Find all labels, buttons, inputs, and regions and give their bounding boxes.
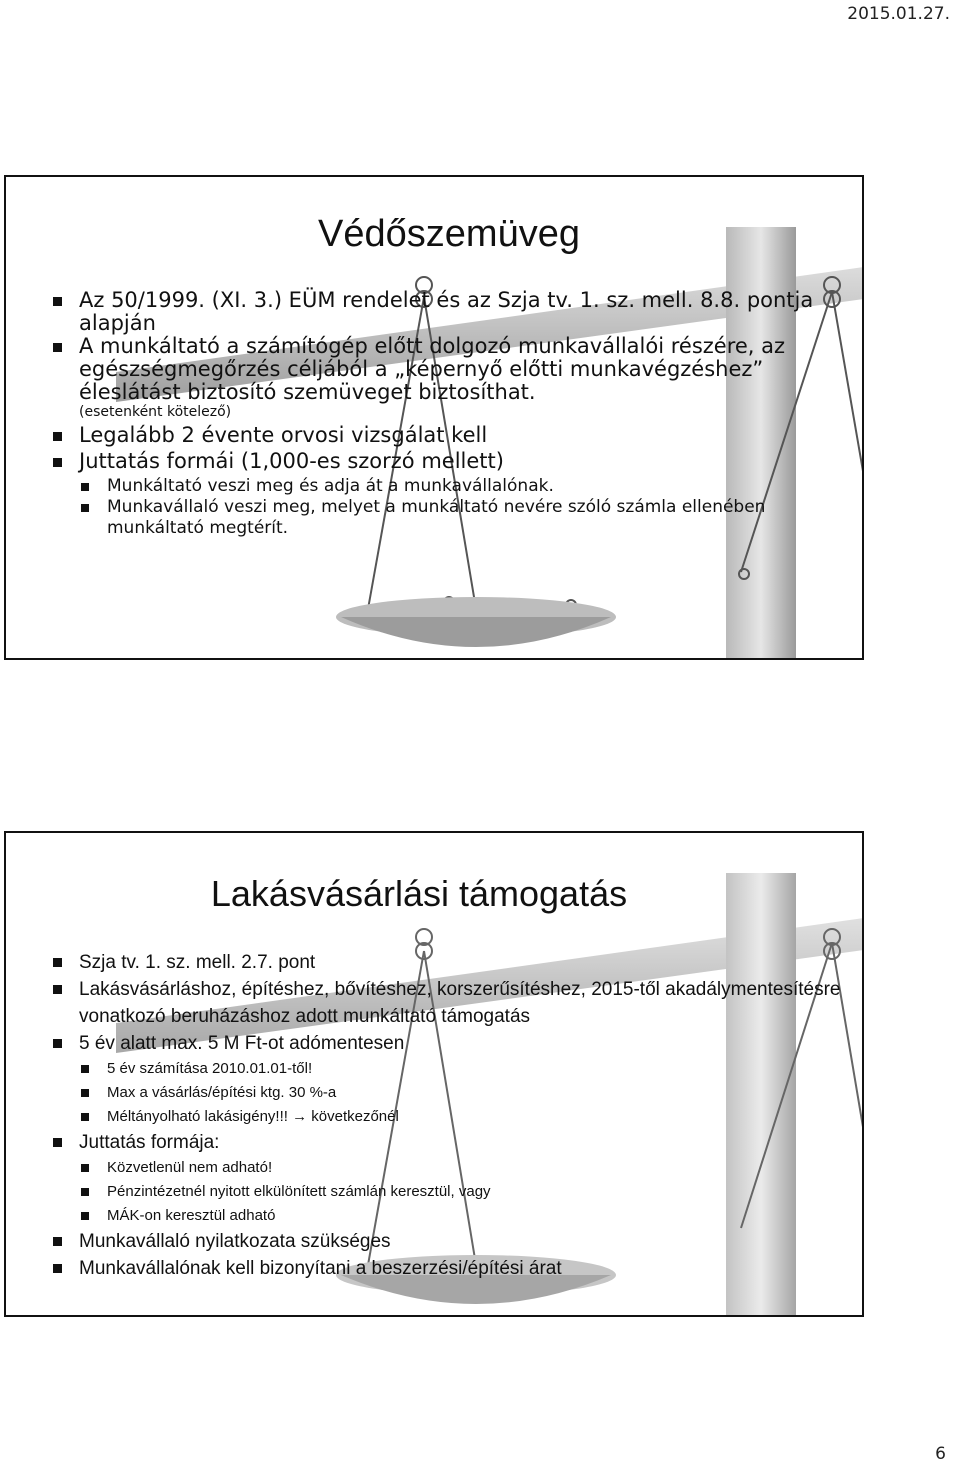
bullet-list [51, 949, 842, 1282]
list-item: Legalább 2 évente orvosi vizsgálat kell [51, 424, 842, 447]
note-text: (esetenként kötelező) [79, 404, 232, 420]
bullet-list [51, 289, 842, 539]
sub-list-item: MÁK-on keresztül adható [79, 1204, 842, 1228]
list-item: Munkavállaló nyilatkozata szükséges [51, 1228, 842, 1255]
slide-vedoszemuveg [4, 175, 864, 660]
slide-title: Lakásvásárlási támogatás [210, 873, 628, 914]
list-item: Juttatás formái (1,000-es szorzó mellett) [51, 450, 842, 473]
list-item: Lakásvásárláshoz, építéshez, bővítéshez, korszerűsítéshez, 2015-től akadálymentesítésre vonatkozó beruházáshoz adott munkáltató támogatás [51, 976, 842, 1030]
sub-list-item: Munkavállaló veszi meg, melyet a munkáltató nevére szóló számla ellenében munkáltató megtérít. [79, 497, 842, 539]
sub-list-item: Munkáltató veszi meg és adja át a munkavállalónak. [79, 476, 842, 497]
slide-title: Védőszemüveg [318, 213, 580, 255]
sub-list-item: Max a vásárlás/építési ktg. 30 %-a [79, 1081, 842, 1105]
slide-lakasvasarlasi-tamogatas [4, 831, 864, 1317]
list-item: A munkáltató a számítógép előtt dolgozó munkavállalói részére, az egészségmegőrzés céljából a „képernyő előtti munkavégzéshez” éleslátást biztosító szemüveget biztosíthat. (esetenként kötelező) [51, 335, 842, 421]
list-item: Munkavállalónak kell bizonyítani a beszerzési/építési árat [51, 1255, 842, 1282]
list-item: 5 év alatt max. 5 M Ft-ot adómentesen [51, 1030, 842, 1057]
page-date: 2015.01.27. [847, 4, 950, 24]
sub-list-item: Méltányolható lakásigény!!! → következőnél [79, 1105, 842, 1129]
list-item: Az 50/1999. (XI. 3.) EÜM rendelet és az Szja tv. 1. sz. mell. 8.8. pontja alapján [51, 289, 842, 335]
page-number: 6 [935, 1444, 946, 1464]
list-item: Szja tv. 1. sz. mell. 2.7. pont [51, 949, 842, 976]
sub-list-item: 5 év számítása 2010.01.01-től! [79, 1057, 842, 1081]
sub-list-item: Közvetlenül nem adható! [79, 1156, 842, 1180]
sub-list-item: Pénzintézetnél nyitott elkülönített számlán keresztül, vagy [79, 1180, 842, 1204]
list-item: Juttatás formája: [51, 1129, 842, 1156]
